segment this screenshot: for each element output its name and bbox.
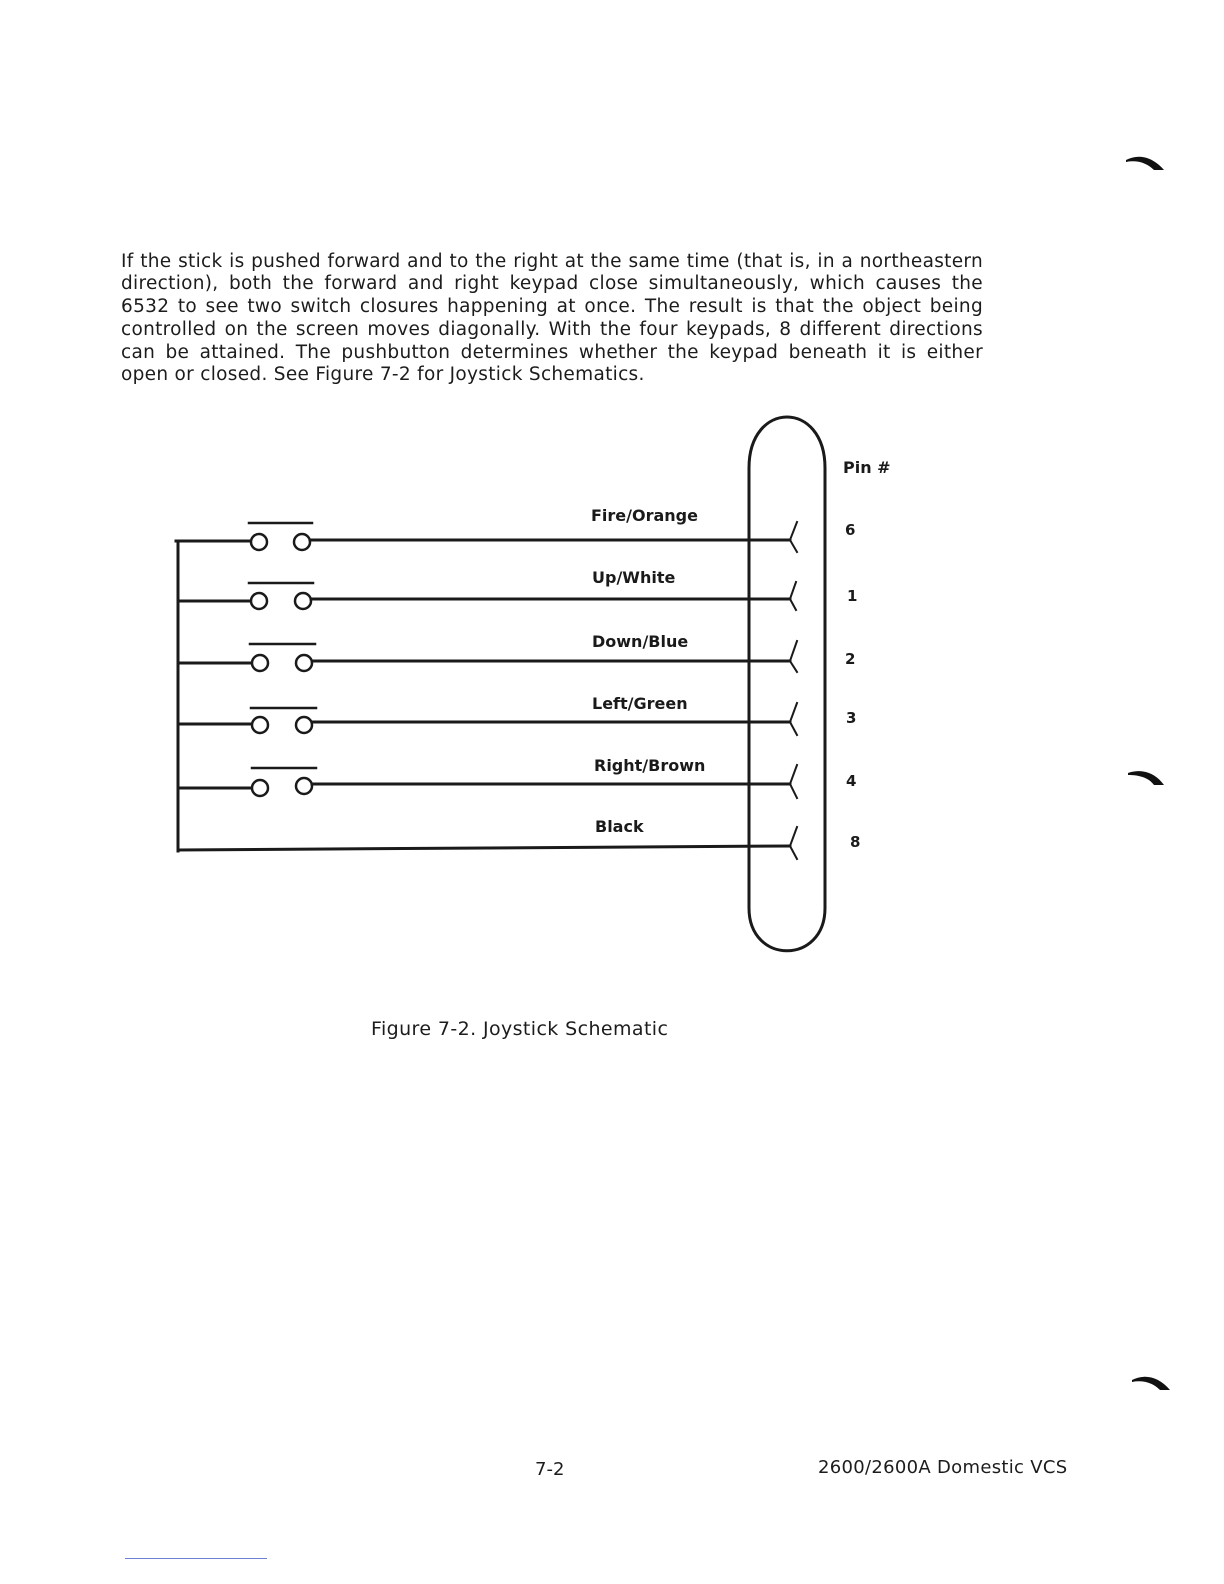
- scan-edge-rule: [125, 1558, 267, 1559]
- wire-label-up: Up/White: [592, 568, 676, 587]
- switch-row-up: [178, 582, 796, 610]
- page-number: 7-2: [535, 1459, 565, 1480]
- binder-tab-mark: [1130, 1370, 1174, 1394]
- document-title: 2600/2600A Domestic VCS: [818, 1457, 1068, 1478]
- connector-body: [749, 417, 825, 951]
- wire-label-black: Black: [595, 817, 644, 836]
- pin-number-left: 3: [846, 709, 857, 727]
- figure-caption: Figure 7-2. Joystick Schematic: [371, 1018, 669, 1040]
- switch-row-left: [178, 703, 797, 735]
- switch-row-fire: [178, 522, 797, 552]
- pin-number-right: 4: [846, 772, 857, 790]
- pin-header: Pin #: [843, 458, 891, 477]
- pin-number-up: 1: [847, 587, 858, 605]
- wire-label-down: Down/Blue: [592, 632, 689, 651]
- body-paragraph: If the stick is pushed forward and to the right at the same time (that is, in a northeastern direction), both the forward and right keypad close simultaneously, which causes the 6532 to see two switch closures happening at once. The result is that the object being controlled on the screen moves diagonally. With the four keypads, 8 different directions can be attained. The pushbutton determines whether the keypad beneath it is either open or closed. See Figure 7-2 for Joystick Schematics.: [121, 250, 983, 386]
- switch-row-down: [178, 641, 797, 672]
- switch-row-black: [178, 827, 797, 859]
- wire-label-left: Left/Green: [592, 694, 688, 713]
- wire-label-right: Right/Brown: [594, 756, 706, 775]
- binder-tab-mark: [1126, 765, 1170, 789]
- pin-number-down: 2: [845, 650, 856, 668]
- pin-number-fire: 6: [845, 521, 856, 539]
- pin-number-black: 8: [850, 833, 861, 851]
- binder-tab-mark: [1124, 150, 1168, 174]
- wire-label-fire: Fire/Orange: [591, 506, 698, 525]
